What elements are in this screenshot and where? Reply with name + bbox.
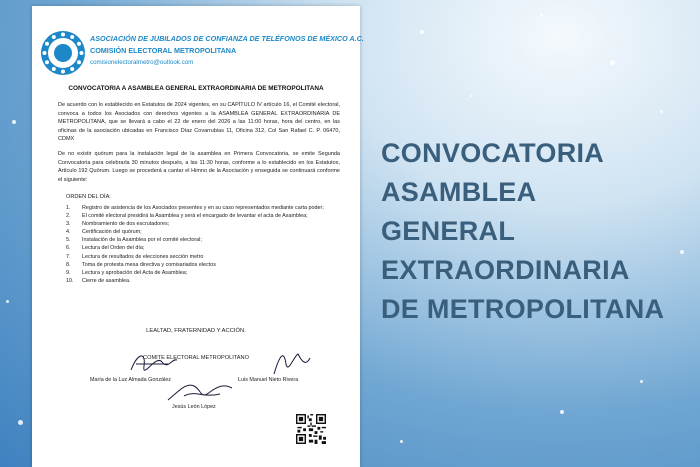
agenda-text: El comité electoral presidirá la Asamblea y será el encargado de levantar el acta de Asamblea; <box>82 213 308 220</box>
agenda-number: 7. <box>66 253 71 260</box>
agenda-number: 9. <box>66 269 71 276</box>
signatory-name: Luis Manuel Nieto Rivera <box>238 377 299 383</box>
headline-line: EXTRAORDINARIA <box>381 255 630 285</box>
headline <box>381 134 691 329</box>
headline-line: GENERAL <box>381 216 516 246</box>
list-item <box>66 269 336 277</box>
sparkle <box>12 120 16 124</box>
agenda-title: ORDEN DEL DÍA: <box>66 194 111 200</box>
agenda-number: 3. <box>66 221 71 228</box>
agenda-text: Registro de asistencia de los Asociados presentes y en su caso representados mediante carta poder; <box>82 205 324 211</box>
commission-name: COMISIÓN ELECTORAL METROPOLITANA <box>90 46 237 55</box>
headline-line: ASAMBLEA <box>381 177 537 207</box>
organization-name: ASOCIACIÓN DE JUBILADOS DE CONFIANZA DE TELÉFONOS DE MÉXICO A.C. <box>90 34 364 43</box>
agenda-number: 10. <box>66 277 74 284</box>
sparkle <box>610 60 615 65</box>
list-item <box>66 228 336 236</box>
committee-name: COMITE ELECTORAL METROPOLITANO <box>143 355 249 361</box>
list-item <box>66 220 336 228</box>
paragraph-1: De acuerdo con lo establecido en Estatutos de 2024 vigentes, en su CAPÍTULO IV artículo 16, el Comité electoral, convoca a todos los Asociados con derechos vigentes a la ASAMBLEA GENERAL EXTRAORDINARIA DE METROPOLITANA, que se llevará a cabo el 22 de enero del 2026 a las 11:00 horas, hora del centro, en las oficinas de la asociación ubicadas en Francisco Díaz Covarrubias 11, Oficina 312, Col San Rafael C. P. 06470, CDMX <box>58 102 340 143</box>
signature-1 <box>128 348 180 376</box>
list-item <box>66 244 336 252</box>
qr-code-icon <box>296 414 326 444</box>
agenda-number: 5. <box>66 237 71 244</box>
sparkle <box>540 14 543 17</box>
list-item <box>66 253 336 261</box>
sparkle <box>420 30 424 34</box>
signature-3 <box>164 378 236 406</box>
signatory-name: Jesús León López <box>172 404 216 410</box>
agenda-list <box>66 204 336 285</box>
headline-line: CONVOCATORIA <box>381 138 605 168</box>
sparkle <box>470 95 472 97</box>
sparkle <box>18 420 23 425</box>
list-item <box>66 236 336 244</box>
agenda-number: 1. <box>66 205 71 211</box>
closing-motto: LEALTAD, FRATERNIDAD Y ACCIÓN. <box>146 328 246 334</box>
signatory-name: María de la Luz Almada González <box>90 377 171 383</box>
list-item <box>66 212 336 220</box>
organization-logo-icon <box>40 30 86 76</box>
agenda-number: 2. <box>66 213 71 220</box>
sparkle <box>560 410 564 414</box>
agenda-text: Lectura y aprobación del Acta de Asamblea; <box>82 269 188 276</box>
list-item <box>66 204 336 212</box>
commission-email: comisionelectoralmetro@outlook.com <box>90 59 194 66</box>
agenda-text: Lectura de resultados de elecciones sección metro <box>82 253 204 260</box>
document-page <box>32 6 364 467</box>
agenda-number: 8. <box>66 261 71 268</box>
sparkle <box>400 440 403 443</box>
agenda-text: Nombramiento de dos escrutadores; <box>82 221 170 228</box>
signature-2 <box>268 348 314 378</box>
agenda-text: Instalación de la Asamblea por el comité electoral; <box>82 237 202 244</box>
sparkle <box>640 380 643 383</box>
paragraph-2: De no existir quórum para la instalación legal de la asamblea en Primera Convocatoria, se emite Segunda Convocatoria para celebrarla 30 minutos después, a las 11:30 horas, conforme a lo establecido en los Estatutos, Artículo 192 Quórum. Luego se procederá a cantar el Himno de la Asociación y enseguida se continuará conforme el siguiente: <box>58 151 340 183</box>
agenda-number: 4. <box>66 229 71 236</box>
sparkle <box>6 300 9 303</box>
document-title: CONVOCATORIA A ASAMBLEA GENERAL EXTRAORDINARIA DE METROPOLITANA <box>68 85 324 92</box>
list-item <box>66 261 336 269</box>
agenda-text: Cierre de asamblea. <box>82 277 131 284</box>
agenda-number: 6. <box>66 245 71 252</box>
agenda-text: Lectura del Orden del día; <box>82 245 145 252</box>
sparkle <box>660 110 663 113</box>
agenda-text: Certificación del quórum; <box>82 229 142 236</box>
agenda-text: Toma de protesta mesa directiva y comisariados electos <box>82 261 216 268</box>
list-item <box>66 277 336 285</box>
headline-line: DE METROPOLITANA <box>381 294 665 324</box>
